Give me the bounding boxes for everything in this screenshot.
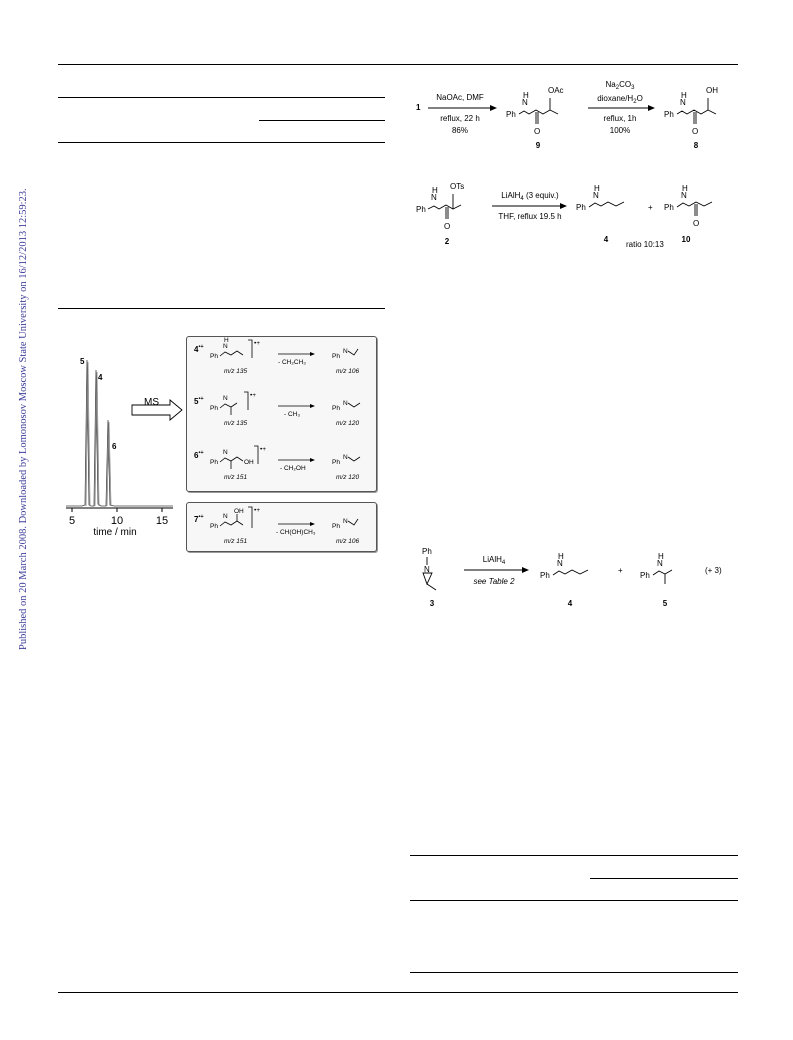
ion-label: 5•+ bbox=[194, 396, 204, 406]
ms-row-6 bbox=[194, 446, 360, 481]
compound-4-label: 4 bbox=[603, 235, 609, 244]
x-tick-label: 15 bbox=[155, 515, 169, 527]
ion-label: 4•+ bbox=[194, 344, 204, 354]
svg-text:O: O bbox=[692, 127, 699, 136]
fragment-mz: m/z 106 bbox=[336, 368, 360, 375]
compound-5-label: 5 bbox=[662, 599, 668, 608]
svg-text:H: H bbox=[558, 552, 564, 561]
ms-row-5 bbox=[194, 392, 360, 427]
ms-row-7 bbox=[194, 507, 360, 545]
chromatogram-trace-shadow bbox=[86, 362, 111, 506]
svg-text:•+: •+ bbox=[260, 446, 267, 453]
svg-text:N: N bbox=[657, 559, 663, 568]
step-conditions: see Table 2 bbox=[473, 577, 515, 586]
x-tick-label: 5 bbox=[68, 515, 76, 527]
gc-chromatogram bbox=[58, 330, 183, 540]
svg-text:H: H bbox=[224, 337, 229, 344]
step2-yield: 100% bbox=[609, 126, 631, 135]
svg-text:Ph: Ph bbox=[332, 353, 340, 360]
compound-5-structure bbox=[640, 552, 672, 584]
compound-4-structure bbox=[576, 184, 624, 212]
table1-top-rule bbox=[58, 97, 385, 98]
plus-sign: + bbox=[648, 203, 653, 212]
fragment-mz: m/z 106 bbox=[336, 538, 360, 545]
compound-8-label: 8 bbox=[693, 141, 699, 150]
ms-row-4 bbox=[194, 337, 360, 375]
step2-solvent: dioxane/$H_2O$ bbox=[597, 94, 643, 105]
svg-text:OH: OH bbox=[234, 508, 244, 515]
step2-reagent: $Na_2CO_3$ bbox=[605, 80, 635, 91]
svg-text:H: H bbox=[594, 184, 600, 193]
step1-conditions: reflux, 22 h bbox=[440, 114, 480, 123]
compound-9-structure bbox=[506, 86, 564, 136]
table1-head-rule bbox=[58, 142, 385, 143]
svg-text:N: N bbox=[680, 98, 686, 107]
ion-label: 6•+ bbox=[194, 450, 204, 460]
svg-text:Ph: Ph bbox=[640, 571, 650, 580]
compound-2-structure bbox=[416, 182, 464, 231]
ms-arrow-label: MS bbox=[144, 397, 159, 408]
svg-text:Ph: Ph bbox=[506, 110, 516, 119]
peak-label: 4 bbox=[98, 373, 103, 382]
equation-number: (+ 3) bbox=[705, 566, 722, 575]
peak-label: 6 bbox=[112, 442, 117, 451]
step1-reagent: NaOAc, DMF bbox=[436, 93, 484, 102]
ion-label: 7•+ bbox=[194, 514, 204, 524]
svg-text:H: H bbox=[523, 91, 529, 100]
svg-text:Ph: Ph bbox=[332, 459, 340, 466]
chromatogram-trace bbox=[66, 360, 173, 506]
svg-text:Ph: Ph bbox=[416, 205, 426, 214]
svg-text:N: N bbox=[557, 559, 563, 568]
arrowhead bbox=[560, 203, 567, 209]
table2-top-rule bbox=[410, 855, 738, 856]
svg-text:Ph: Ph bbox=[576, 203, 586, 212]
svg-text:N: N bbox=[593, 191, 599, 200]
svg-text:N: N bbox=[343, 348, 348, 355]
compound-9-label: 9 bbox=[535, 141, 541, 150]
footer-rule bbox=[58, 992, 738, 993]
svg-text:N: N bbox=[223, 449, 228, 456]
publication-watermark bbox=[2, 180, 29, 650]
scheme-3 bbox=[410, 540, 740, 620]
svg-text:Ph: Ph bbox=[540, 571, 550, 580]
fragment-mz: m/z 120 bbox=[336, 420, 360, 427]
svg-text:Ph: Ph bbox=[210, 523, 218, 530]
svg-text:O: O bbox=[693, 219, 700, 228]
step-reagent: LiAlH$_4$ bbox=[482, 555, 506, 566]
compound-2-label: 2 bbox=[444, 237, 450, 246]
compound-10-label: 10 bbox=[681, 235, 691, 244]
svg-text:N: N bbox=[223, 513, 228, 520]
arrowhead bbox=[522, 567, 529, 573]
scheme-1 bbox=[410, 72, 740, 152]
svg-text:H: H bbox=[682, 184, 688, 193]
svg-text:O: O bbox=[534, 127, 541, 136]
svg-text:•+: •+ bbox=[254, 507, 261, 514]
x-axis-label: time / min bbox=[93, 527, 137, 538]
table2-bottom-rule bbox=[410, 972, 738, 973]
svg-text:Ph: Ph bbox=[422, 547, 432, 556]
parent-mz: m/z 151 bbox=[224, 538, 248, 545]
svg-text:N: N bbox=[424, 565, 430, 574]
svg-text:•+: •+ bbox=[254, 340, 261, 347]
peak-label: 5 bbox=[80, 357, 85, 366]
svg-text:N: N bbox=[223, 395, 228, 402]
svg-text:Ph: Ph bbox=[210, 405, 218, 412]
svg-text:N: N bbox=[343, 400, 348, 407]
scheme-2 bbox=[410, 172, 740, 257]
svg-text:N: N bbox=[681, 191, 687, 200]
svg-text:H: H bbox=[681, 91, 687, 100]
svg-text:O: O bbox=[444, 222, 451, 231]
parent-mz: m/z 135 bbox=[224, 420, 248, 427]
parent-mz: m/z 151 bbox=[224, 474, 248, 481]
svg-text:OH: OH bbox=[706, 86, 718, 95]
svg-text:OAc: OAc bbox=[548, 86, 564, 95]
compound-3-structure bbox=[422, 547, 436, 590]
header-rule bbox=[58, 64, 738, 65]
table2-head-rule bbox=[410, 900, 738, 901]
svg-text:•+: •+ bbox=[250, 392, 257, 399]
fragment-mz: m/z 120 bbox=[336, 474, 360, 481]
product-ratio: ratio 10:13 bbox=[626, 240, 664, 249]
svg-text:Ph: Ph bbox=[332, 405, 340, 412]
svg-text:Ph: Ph bbox=[664, 110, 674, 119]
neutral-loss: - CH(OH)CH₃ bbox=[276, 529, 316, 536]
svg-text:H: H bbox=[658, 552, 664, 561]
table1-bottom-rule bbox=[58, 308, 385, 309]
table2-spanner-rule bbox=[590, 878, 738, 879]
compound-4-structure bbox=[540, 552, 588, 580]
svg-text:Ph: Ph bbox=[332, 523, 340, 530]
published-text: Published on 20 March 2008. Downloaded by Lomonosov Moscow State University on 16/12/2013 12:59:23. bbox=[18, 188, 29, 650]
x-tick-label: 10 bbox=[110, 515, 124, 527]
svg-text:N: N bbox=[522, 98, 528, 107]
svg-text:Ph: Ph bbox=[210, 459, 218, 466]
compound-3-label: 3 bbox=[429, 599, 435, 608]
svg-text:N: N bbox=[223, 343, 228, 350]
svg-text:OH: OH bbox=[244, 459, 254, 466]
arrowhead bbox=[490, 105, 497, 111]
compound-4-label: 4 bbox=[567, 599, 573, 608]
table1-spanner-rule bbox=[259, 120, 385, 121]
compound-1-label: 1 bbox=[416, 103, 421, 112]
arrowhead bbox=[648, 105, 655, 111]
svg-text:OTs: OTs bbox=[450, 182, 465, 191]
compound-10-structure bbox=[664, 184, 712, 228]
step-conditions: THF, reflux 19.5 h bbox=[498, 212, 562, 221]
plus-sign: + bbox=[618, 566, 623, 575]
compound-8-structure bbox=[664, 86, 718, 136]
svg-text:Ph: Ph bbox=[210, 353, 218, 360]
neutral-loss: - CH₂CH₃ bbox=[278, 359, 306, 366]
neutral-loss: - CH₂OH bbox=[280, 465, 306, 472]
ms-fragmentation-scheme bbox=[186, 336, 376, 552]
neutral-loss: - CH₃ bbox=[284, 411, 301, 418]
svg-text:N: N bbox=[343, 454, 348, 461]
svg-text:H: H bbox=[432, 186, 438, 195]
step2-conditions: reflux, 1h bbox=[603, 114, 637, 123]
svg-text:Ph: Ph bbox=[664, 203, 674, 212]
ms-arrow bbox=[130, 395, 186, 423]
parent-mz: m/z 135 bbox=[224, 368, 248, 375]
step1-yield: 86% bbox=[451, 126, 469, 135]
svg-text:N: N bbox=[343, 518, 348, 525]
svg-text:N: N bbox=[431, 193, 437, 202]
step-reagent: LiAlH$_4$ (3 equiv.) bbox=[501, 191, 559, 202]
